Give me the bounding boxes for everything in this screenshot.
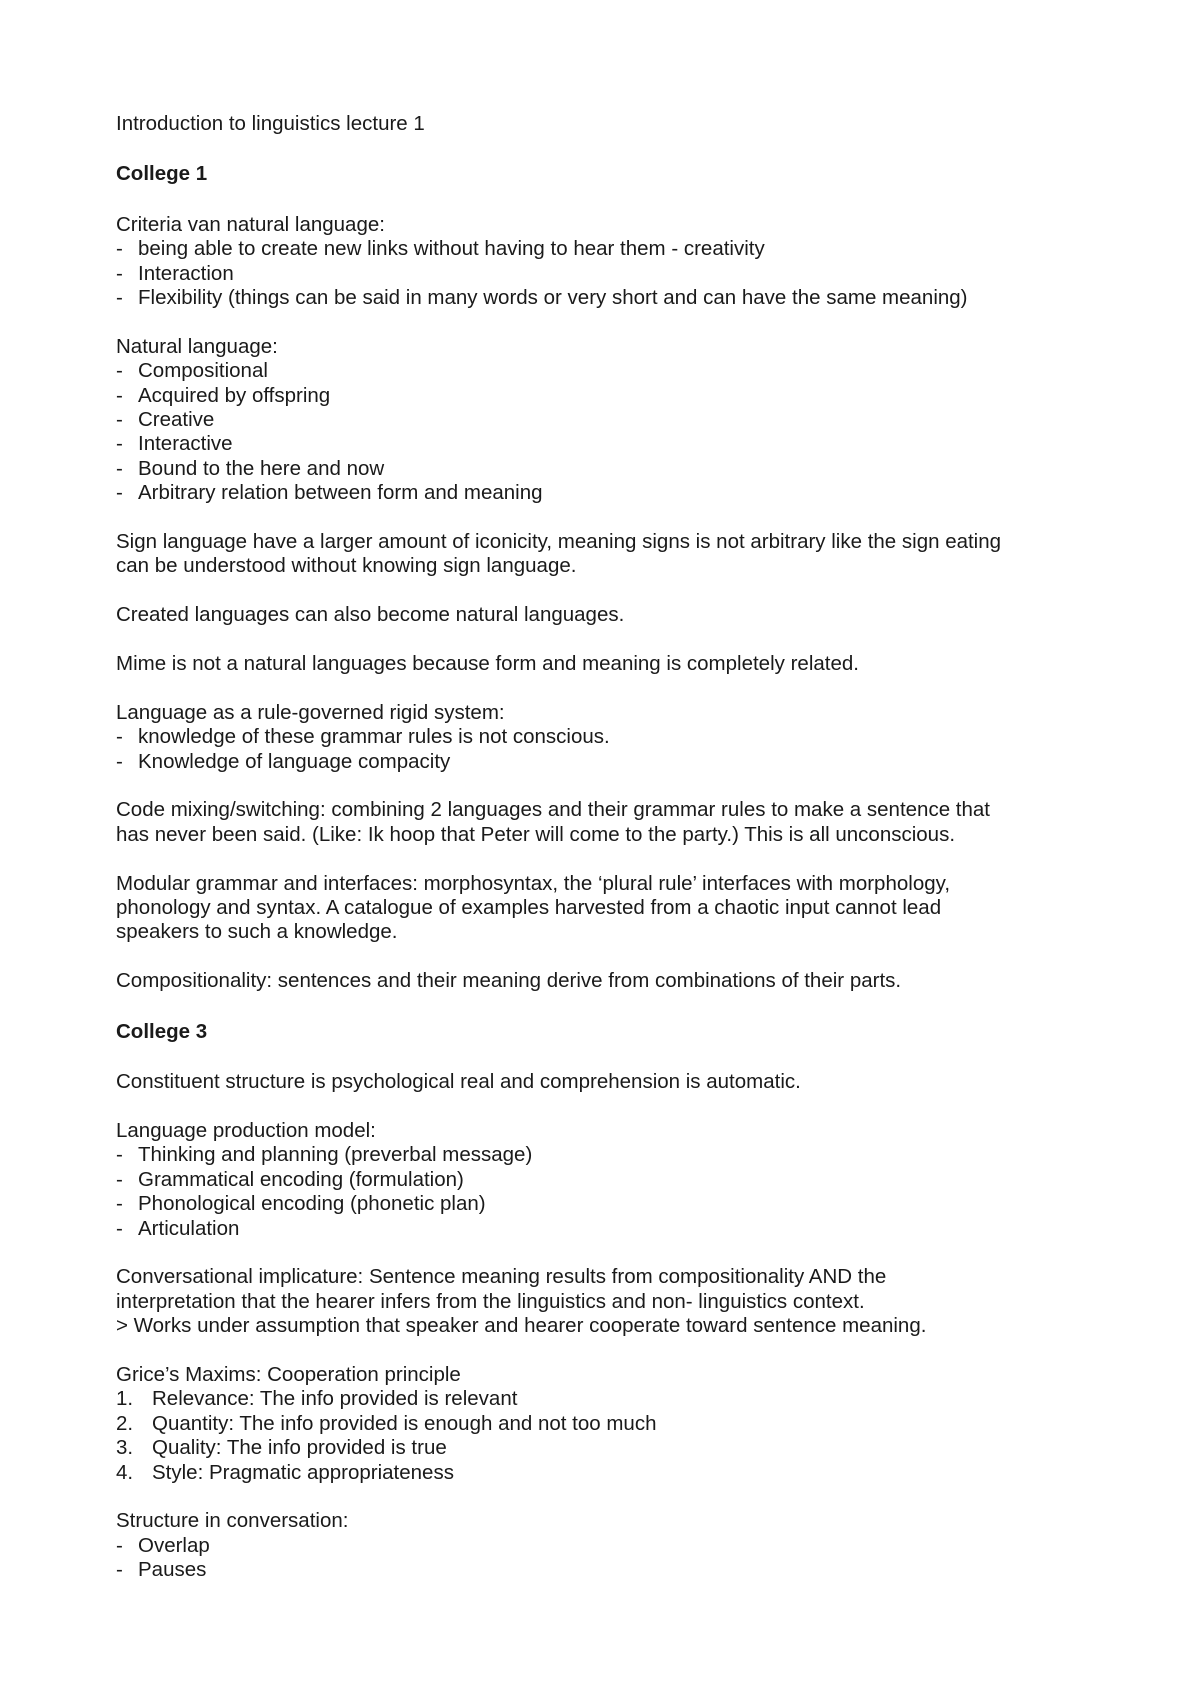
list-item: - Bound to the here and now	[116, 456, 385, 480]
list-item: - Phonological encoding (phonetic plan)	[116, 1192, 486, 1216]
paragraph: Mime is not a natural languages because form and meaning is completely related.	[116, 652, 859, 676]
list-item: - Interactive	[116, 432, 233, 456]
list-item: - Flexibility (things can be said in many words or very short and can have the same meaning)	[116, 286, 968, 310]
list-item: - Knowledge of language compacity	[116, 749, 451, 773]
list-item: - Acquired by offspring	[116, 383, 331, 407]
document-page	[116, 112, 1116, 1583]
numbered-item: 3. Quality: The info provided is true	[116, 1436, 447, 1460]
section-heading: College 1	[116, 162, 208, 186]
list-item: - Grammatical encoding (formulation)	[116, 1167, 464, 1191]
paragraph: Compositionality: sentences and their meaning derive from combinations of their parts.	[116, 969, 902, 993]
paragraph: Sign language have a larger amount of iconicity, meaning signs is not arbitrary like the sign eating can be understood without knowing sign language.	[116, 530, 1002, 578]
paragraph: Created languages can also become natural languages.	[116, 603, 625, 627]
list-intro: Language production model:	[116, 1118, 376, 1142]
list-intro: Grice’s Maxims: Cooperation principle	[116, 1362, 461, 1386]
numbered-item: 2. Quantity: The info provided is enough and not too much	[116, 1411, 657, 1435]
list-item: - knowledge of these grammar rules is not conscious.	[116, 725, 610, 749]
numbered-item: 1. Relevance: The info provided is relevant	[116, 1387, 518, 1411]
list-intro: Natural language:	[116, 334, 278, 358]
list-item: - Pauses	[116, 1558, 207, 1582]
paragraph: Constituent structure is psychological real and comprehension is automatic.	[116, 1070, 801, 1094]
paragraph: Conversational implicature: Sentence meaning results from compositionality AND the interpretation that the hearer infers from the linguistics and non- linguistics context. > Works under assumption that speaker and hearer cooperate toward sentence meaning.	[116, 1265, 927, 1338]
paragraph: Code mixing/switching: combining 2 languages and their grammar rules to make a sentence that has never been said. (Like: Ik hoop that Peter will come to the party.) This is all unconscious.	[116, 798, 990, 846]
numbered-item: 4. Style: Pragmatic appropriateness	[116, 1460, 454, 1484]
section-heading: College 3	[116, 1019, 208, 1043]
list-item: - Arbitrary relation between form and meaning	[116, 481, 543, 505]
list-item: - Articulation	[116, 1216, 240, 1240]
list-item: - being able to create new links without having to hear them - creativity	[116, 237, 765, 261]
list-item: - Overlap	[116, 1533, 210, 1557]
paragraph: Modular grammar and interfaces: morphosyntax, the ‘plural rule’ interfaces with morphology, phonology and syntax. A catalogue of examples harvested from a chaotic input cannot lead speakers to such a knowledge.	[116, 871, 951, 944]
list-intro: Criteria van natural language:	[116, 212, 385, 236]
list-item: - Creative	[116, 408, 215, 432]
document-title: Introduction to linguistics lecture 1	[116, 112, 425, 135]
list-item: - Compositional	[116, 359, 268, 383]
list-item: - Interaction	[116, 261, 234, 285]
list-intro: Structure in conversation:	[116, 1509, 349, 1533]
list-item: - Thinking and planning (preverbal message)	[116, 1143, 533, 1167]
list-intro: Language as a rule-governed rigid system:	[116, 700, 505, 724]
